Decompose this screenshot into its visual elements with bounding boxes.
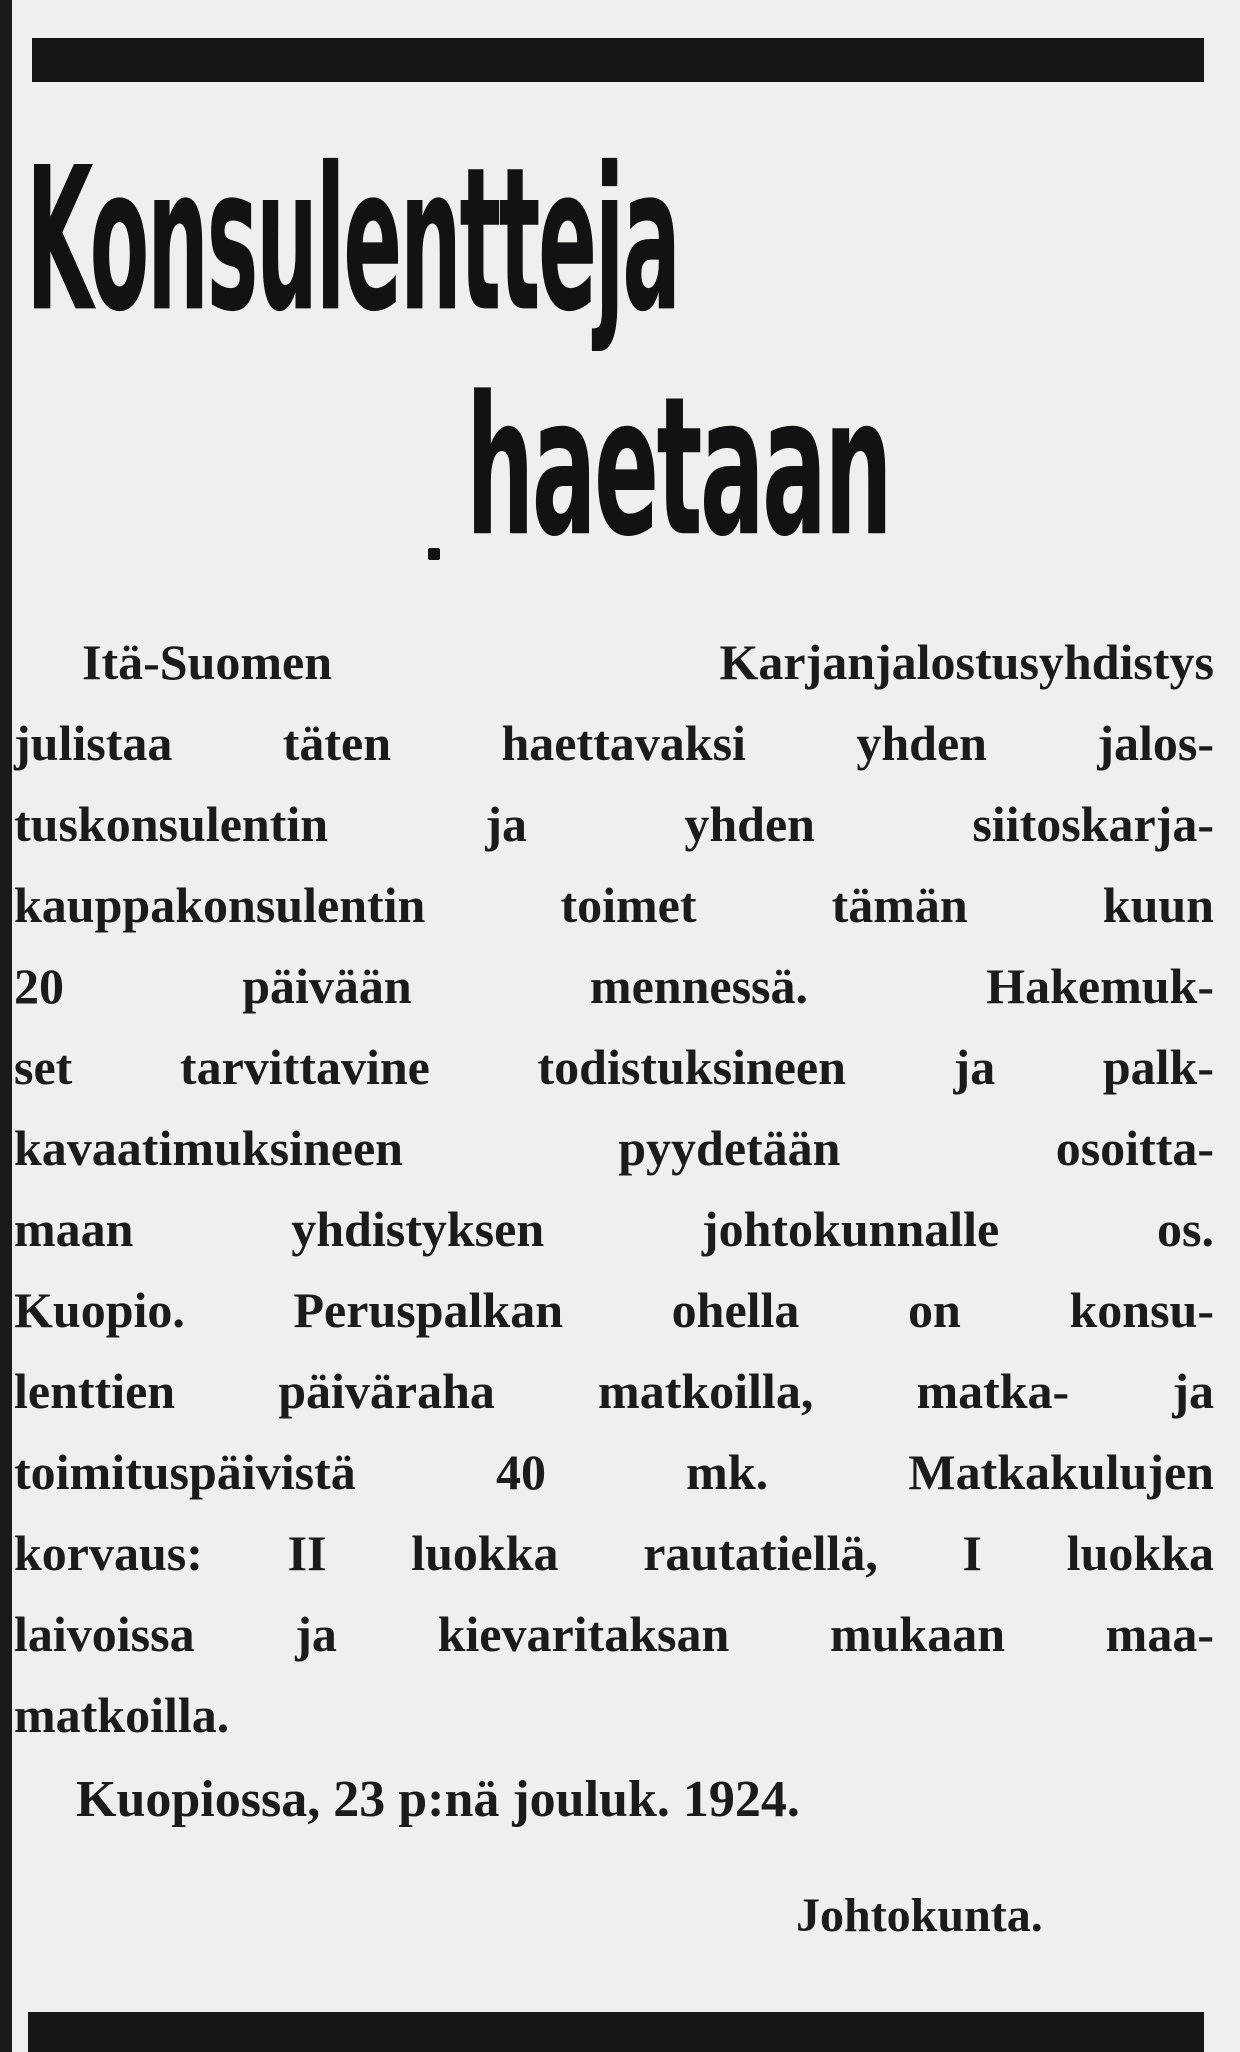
body-line: toimituspäivistä 40 mk. Matkakulujen bbox=[14, 1444, 1214, 1500]
body-line: kauppakonsulentin toimet tämän kuun bbox=[14, 877, 1214, 933]
body-line: Itä-Suomen Karjanjalostusyhdistys bbox=[82, 634, 1214, 690]
bottom-border-rule bbox=[28, 2012, 1204, 2052]
signature: Johtokunta. bbox=[796, 1889, 1043, 1942]
body-line: matkoilla. bbox=[14, 1687, 230, 1743]
body-line: tuskonsulentin ja yhden siitoskarja- bbox=[14, 796, 1214, 852]
ad-body bbox=[14, 622, 1214, 1756]
dateline: Kuopiossa, 23 p:nä jouluk. 1924. bbox=[76, 1771, 800, 1828]
body-line: 20 päivään mennessä. Hakemuk- bbox=[14, 958, 1214, 1014]
body-line: lenttien päiväraha matkoilla, matka- ja bbox=[14, 1363, 1214, 1419]
body-line: Kuopio. Peruspalkan ohella on konsu- bbox=[14, 1282, 1214, 1338]
body-line: set tarvittavine todistuksineen ja palk- bbox=[14, 1039, 1214, 1095]
left-border-rule bbox=[0, 0, 12, 2052]
body-line: maan yhdistyksen johtokunnalle os. bbox=[14, 1201, 1214, 1257]
body-line: julistaa täten haettavaksi yhden jalos- bbox=[14, 715, 1214, 771]
body-line: kavaatimuksineen pyydetään osoitta- bbox=[14, 1120, 1214, 1176]
headline-dot bbox=[428, 548, 440, 560]
body-line: korvaus: II luokka rautatiellä, I luokka bbox=[14, 1525, 1214, 1581]
top-border-rule bbox=[32, 38, 1204, 82]
headline-line-1: Konsulentteja bbox=[26, 126, 679, 356]
headline-line-2: haetaan bbox=[466, 356, 891, 580]
body-line: laivoissa ja kievaritaksan mukaan maa- bbox=[14, 1606, 1214, 1662]
